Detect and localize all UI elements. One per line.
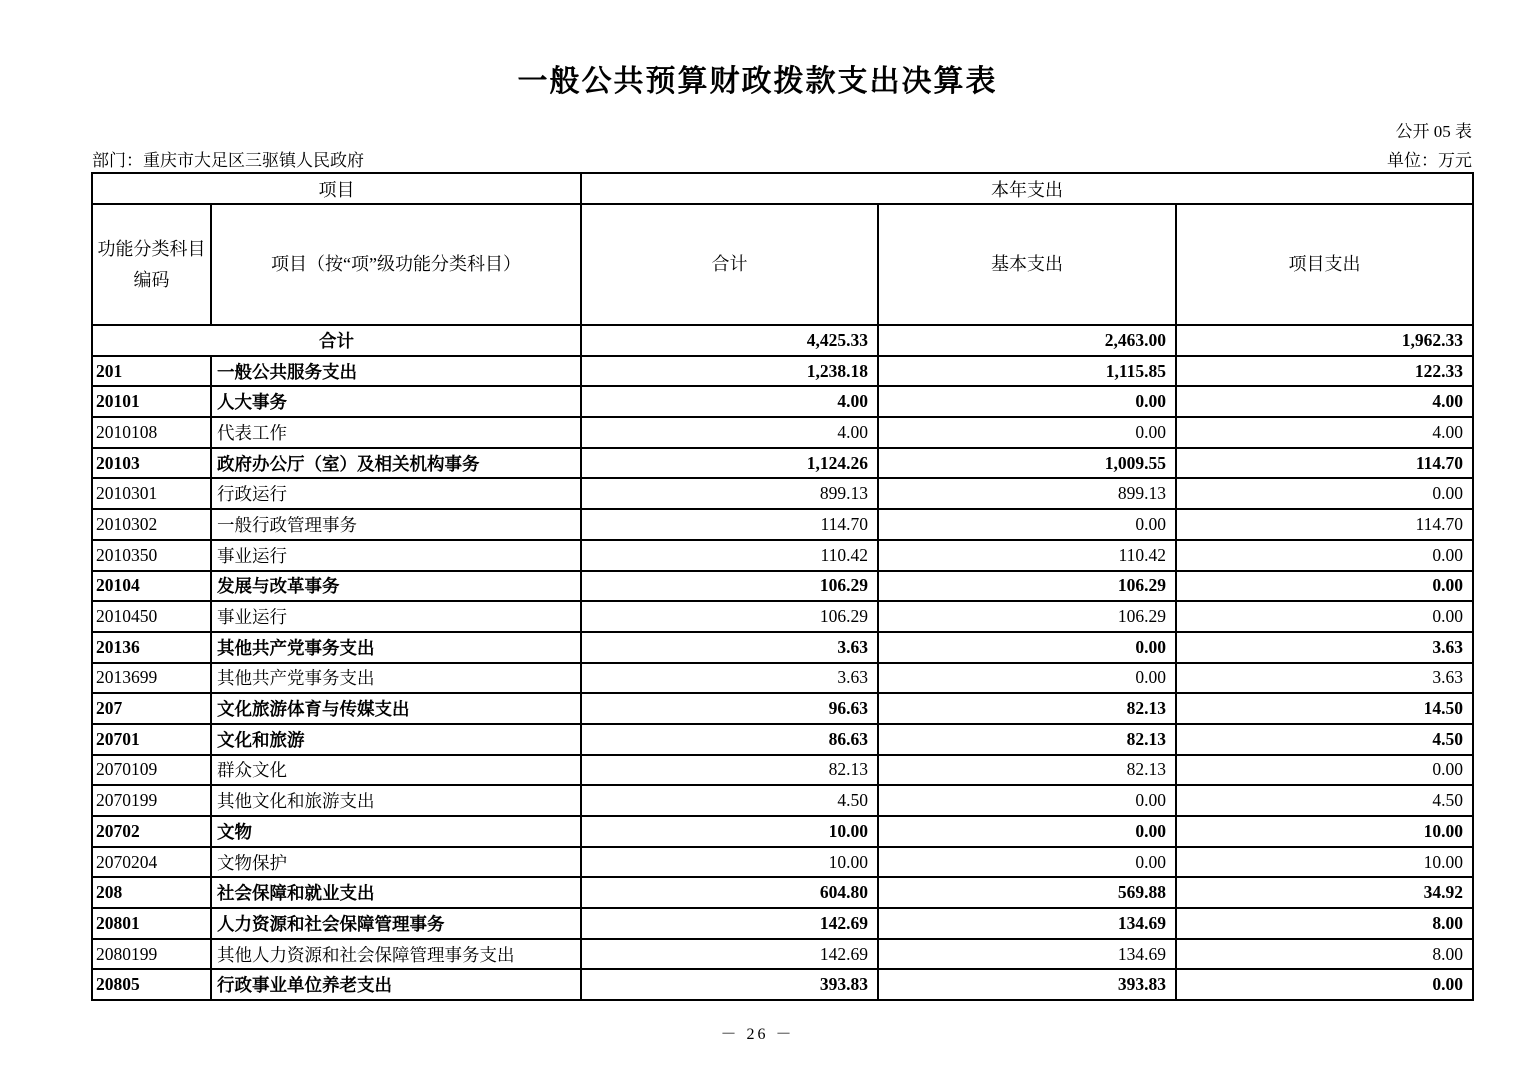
project-expenditure-cell: 0.00 xyxy=(1176,571,1473,602)
table-row xyxy=(92,417,1473,448)
name-cell: 文物保护 xyxy=(211,847,581,878)
page-number: － 26 － xyxy=(720,1026,795,1043)
budget-table xyxy=(91,172,1474,1001)
table-row xyxy=(92,755,1473,786)
basic-expenditure-cell: 1,115.85 xyxy=(878,356,1176,387)
table-row xyxy=(92,356,1473,387)
table-row xyxy=(92,969,1473,1000)
code-cell: 20702 xyxy=(92,816,211,847)
name-cell: 代表工作 xyxy=(211,417,581,448)
project-expenditure-cell: 4.50 xyxy=(1176,724,1473,755)
name-cell: 事业运行 xyxy=(211,540,581,571)
basic-expenditure-cell: 0.00 xyxy=(878,663,1176,694)
total-cell: 96.63 xyxy=(581,693,878,724)
code-cell: 2010301 xyxy=(92,478,211,509)
basic-expenditure-cell: 106.29 xyxy=(878,601,1176,632)
total-cell: 82.13 xyxy=(581,755,878,786)
name-cell: 事业运行 xyxy=(211,601,581,632)
project-expenditure-cell: 114.70 xyxy=(1176,509,1473,540)
total-cell: 1,238.18 xyxy=(581,356,878,387)
basic-expenditure-cell: 899.13 xyxy=(878,478,1176,509)
basic-expenditure-cell: 0.00 xyxy=(878,816,1176,847)
project-expenditure-cell: 4.50 xyxy=(1176,785,1473,816)
table-row xyxy=(92,478,1473,509)
basic-expenditure-cell: 110.42 xyxy=(878,540,1176,571)
name-cell: 人力资源和社会保障管理事务 xyxy=(211,908,581,939)
basic-expenditure-cell: 0.00 xyxy=(878,386,1176,417)
code-cell: 20103 xyxy=(92,448,211,479)
name-cell: 一般行政管理事务 xyxy=(211,509,581,540)
code-cell: 20136 xyxy=(92,632,211,663)
total-cell: 4.00 xyxy=(581,386,878,417)
name-cell: 文化和旅游 xyxy=(211,724,581,755)
name-cell: 发展与改革事务 xyxy=(211,571,581,602)
name-cell: 文物 xyxy=(211,816,581,847)
total-cell: 10.00 xyxy=(581,847,878,878)
total-cell: 142.69 xyxy=(581,939,878,970)
header-item-name: 项目（按“项”级功能分类科目） xyxy=(211,204,581,325)
code-cell: 20101 xyxy=(92,386,211,417)
total-cell: 3.63 xyxy=(581,663,878,694)
project-expenditure-cell: 0.00 xyxy=(1176,755,1473,786)
basic-expenditure-cell: 1,009.55 xyxy=(878,448,1176,479)
project-expenditure-cell: 14.50 xyxy=(1176,693,1473,724)
table-row xyxy=(92,601,1473,632)
project-expenditure-cell: 3.63 xyxy=(1176,663,1473,694)
name-cell: 行政事业单位养老支出 xyxy=(211,969,581,1000)
basic-expenditure-cell: 0.00 xyxy=(878,785,1176,816)
basic-expenditure-cell: 134.69 xyxy=(878,908,1176,939)
total-cell: 4,425.33 xyxy=(581,325,878,356)
name-cell: 其他文化和旅游支出 xyxy=(211,785,581,816)
header-total: 合计 xyxy=(581,204,878,325)
basic-expenditure-cell: 82.13 xyxy=(878,755,1176,786)
basic-expenditure-cell: 0.00 xyxy=(878,417,1176,448)
name-cell: 合计 xyxy=(92,325,581,356)
code-cell: 2010450 xyxy=(92,601,211,632)
basic-expenditure-cell: 82.13 xyxy=(878,693,1176,724)
header-group-row xyxy=(92,173,1473,204)
name-cell: 其他共产党事务支出 xyxy=(211,663,581,694)
table-row xyxy=(92,724,1473,755)
project-expenditure-cell: 8.00 xyxy=(1176,939,1473,970)
code-cell: 2070199 xyxy=(92,785,211,816)
name-cell: 群众文化 xyxy=(211,755,581,786)
project-expenditure-cell: 0.00 xyxy=(1176,540,1473,571)
table-row xyxy=(92,325,1473,356)
name-cell: 社会保障和就业支出 xyxy=(211,877,581,908)
code-cell: 207 xyxy=(92,693,211,724)
code-cell: 2010350 xyxy=(92,540,211,571)
code-cell: 2070204 xyxy=(92,847,211,878)
project-expenditure-cell: 3.63 xyxy=(1176,632,1473,663)
total-cell: 10.00 xyxy=(581,816,878,847)
total-cell: 3.63 xyxy=(581,632,878,663)
code-cell: 20701 xyxy=(92,724,211,755)
total-cell: 393.83 xyxy=(581,969,878,1000)
basic-expenditure-cell: 0.00 xyxy=(878,632,1176,663)
total-cell: 142.69 xyxy=(581,908,878,939)
table-row xyxy=(92,693,1473,724)
project-expenditure-cell: 1,962.33 xyxy=(1176,325,1473,356)
table-row xyxy=(92,816,1473,847)
project-expenditure-cell: 4.00 xyxy=(1176,417,1473,448)
project-expenditure-cell: 10.00 xyxy=(1176,847,1473,878)
total-cell: 899.13 xyxy=(581,478,878,509)
total-cell: 106.29 xyxy=(581,571,878,602)
basic-expenditure-cell: 82.13 xyxy=(878,724,1176,755)
table-row xyxy=(92,386,1473,417)
table-row xyxy=(92,877,1473,908)
department-label: 部门：重庆市大足区三驱镇人民政府 xyxy=(92,151,364,170)
name-cell: 其他人力资源和社会保障管理事务支出 xyxy=(211,939,581,970)
total-cell: 1,124.26 xyxy=(581,448,878,479)
table-row xyxy=(92,785,1473,816)
code-cell: 2080199 xyxy=(92,939,211,970)
code-cell: 20801 xyxy=(92,908,211,939)
table-code-label: 公开 05 表 xyxy=(1395,122,1472,141)
project-expenditure-cell: 8.00 xyxy=(1176,908,1473,939)
code-cell: 2013699 xyxy=(92,663,211,694)
table-row xyxy=(92,540,1473,571)
header-group-project: 项目 xyxy=(92,173,581,204)
name-cell: 文化旅游体育与传媒支出 xyxy=(211,693,581,724)
project-expenditure-cell: 0.00 xyxy=(1176,969,1473,1000)
name-cell: 一般公共服务支出 xyxy=(211,356,581,387)
project-expenditure-cell: 114.70 xyxy=(1176,448,1473,479)
header-columns-row xyxy=(92,204,1473,325)
basic-expenditure-cell: 0.00 xyxy=(878,847,1176,878)
project-expenditure-cell: 4.00 xyxy=(1176,386,1473,417)
name-cell: 其他共产党事务支出 xyxy=(211,632,581,663)
total-cell: 4.00 xyxy=(581,417,878,448)
table-row xyxy=(92,939,1473,970)
total-cell: 604.80 xyxy=(581,877,878,908)
name-cell: 人大事务 xyxy=(211,386,581,417)
basic-expenditure-cell: 2,463.00 xyxy=(878,325,1176,356)
table-row xyxy=(92,632,1473,663)
basic-expenditure-cell: 569.88 xyxy=(878,877,1176,908)
table-body xyxy=(92,325,1473,1000)
total-cell: 86.63 xyxy=(581,724,878,755)
code-cell: 2010302 xyxy=(92,509,211,540)
basic-expenditure-cell: 0.00 xyxy=(878,509,1176,540)
project-expenditure-cell: 0.00 xyxy=(1176,478,1473,509)
project-expenditure-cell: 10.00 xyxy=(1176,816,1473,847)
project-expenditure-cell: 122.33 xyxy=(1176,356,1473,387)
basic-expenditure-cell: 106.29 xyxy=(878,571,1176,602)
unit-label: 单位：万元 xyxy=(1387,151,1472,170)
total-cell: 4.50 xyxy=(581,785,878,816)
header-function-code: 功能分类科目编码 xyxy=(92,204,211,325)
table-row xyxy=(92,571,1473,602)
name-cell: 行政运行 xyxy=(211,478,581,509)
header-project-expenditure: 项目支出 xyxy=(1176,204,1473,325)
header-group-current-year-expenditure: 本年支出 xyxy=(581,173,1473,204)
table-row xyxy=(92,908,1473,939)
total-cell: 106.29 xyxy=(581,601,878,632)
table-row xyxy=(92,509,1473,540)
page-title: 一般公共预算财政拨款支出决算表 xyxy=(517,65,998,98)
project-expenditure-cell: 0.00 xyxy=(1176,601,1473,632)
code-cell: 2070109 xyxy=(92,755,211,786)
basic-expenditure-cell: 134.69 xyxy=(878,939,1176,970)
table-row xyxy=(92,847,1473,878)
code-cell: 20104 xyxy=(92,571,211,602)
table-row xyxy=(92,663,1473,694)
code-cell: 201 xyxy=(92,356,211,387)
basic-expenditure-cell: 393.83 xyxy=(878,969,1176,1000)
name-cell: 政府办公厅（室）及相关机构事务 xyxy=(211,448,581,479)
table-row xyxy=(92,448,1473,479)
total-cell: 114.70 xyxy=(581,509,878,540)
code-cell: 20805 xyxy=(92,969,211,1000)
code-cell: 208 xyxy=(92,877,211,908)
project-expenditure-cell: 34.92 xyxy=(1176,877,1473,908)
code-cell: 2010108 xyxy=(92,417,211,448)
header-basic-expenditure: 基本支出 xyxy=(878,204,1176,325)
total-cell: 110.42 xyxy=(581,540,878,571)
